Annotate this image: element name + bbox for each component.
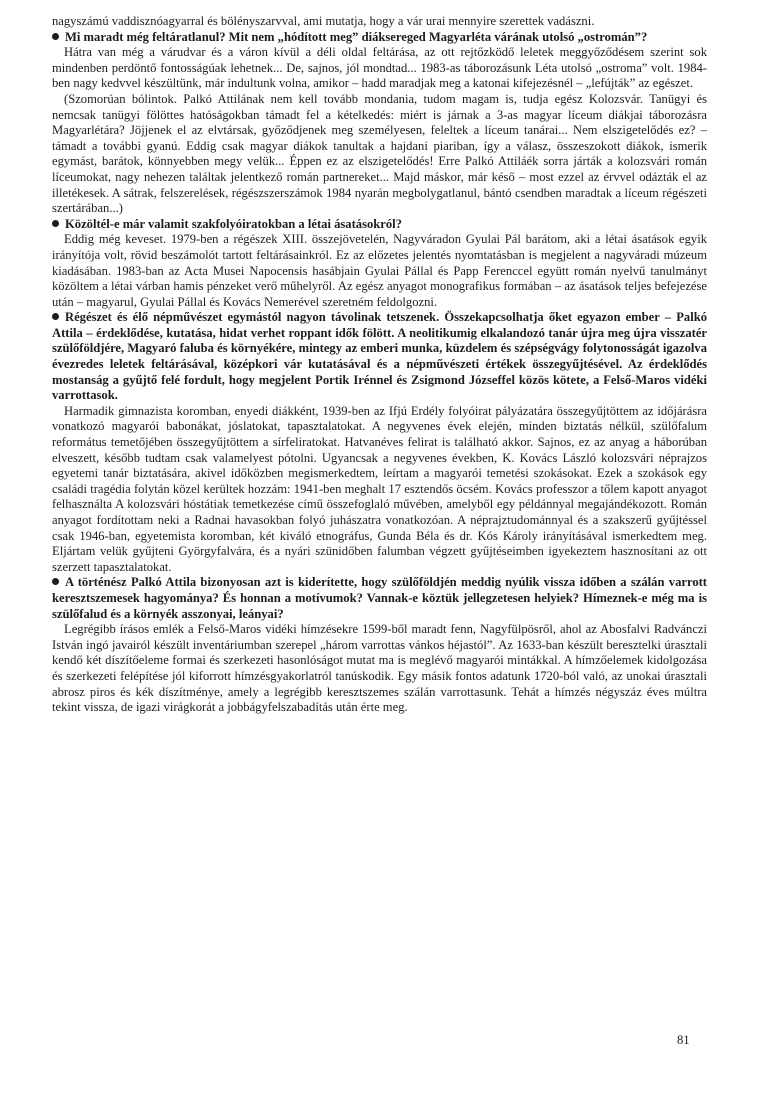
bullet-icon bbox=[52, 313, 59, 320]
page-number: 81 bbox=[677, 1033, 690, 1047]
answer-paragraph: (Szomorúan bólintok. Palkó Attilának nem kell tovább mondania, tudom magam is, tudja egész Kolozsvár. Tanügyi és nemcsak tanügyi fölöttes hatóságokban támadt fel a kételkedés: miért is járnak a 3-as magyar líceum diákjai táborozásra Magyarlétára? Jöjjenek el az elvtársak, győződjenek meg személyesen, feleltek a líceum tanárai... Nem elszigetelődés ez? – támadt a további gyanú. Eddig csak magyar diákok tanultak a hajdani piariban, így a válasz, összeszokott diákok, ismerik egymást, barátok, könnyebben megy velük... Éppen ez az elszigetelődés! Erre Palkó Attiláék sorra járták a kolozsvári román líceumokat, nagy nehezen találtak jelentkező román partnereket... Majd máskor, már késő – most ezzel az érvvel odázták el az illetékesek. A sátrak, felszerelések, régészszerszámok 1984 nyarán megbolygatlanul, bántó csendben maradtak a líceum régészeti szertárában...) bbox=[52, 91, 707, 216]
answer-paragraph: Eddig még keveset. 1979-ben a régészek XIII. összejövetelén, Nagyváradon Gyulai Pál barátom, aki a létai ásatások egyik irányítója volt, rövid beszámolót tartott feltárásainkról. Ez az előzetes jelentés nyomtatásban is megjelent a nagyváradi múzeum kiadásában. 1983-ban az Acta Musei Napocensis hasábjain Gyulai Pállal és Papp Ferenccel együtt román nyelvű tanulmányt közöltem a létai várban hamis pénzeket verő műhelyről. Az egész anyagot monografikus formában – az ásatások teljes befejezése után – magyarul, Gyulai Pállal és Kovács Nemerével szeretném feldolgozni. bbox=[52, 232, 707, 309]
bullet-icon bbox=[52, 578, 59, 585]
interview-question bbox=[52, 217, 707, 233]
bullet-icon bbox=[52, 33, 59, 40]
question-text: Közöltél-e már valamit szakfolyóiratokban a létai ásatásokról? bbox=[65, 216, 402, 231]
question-text: Régészet és élő népművészet egymástól nagyon távolinak tetszenek. Összekapcsolhatja őket egyazon ember – Palkó Attila – érdeklődése, kutatása, hidat verhet roppant idők fölött. A neolitikumig elkalandozó tanár újra meg újra visszatér szülőföldjére, Magyaró faluba és környékére, mintegy az emberi munka, küzdelem és szépségvágy folytonosságát igazolva évezredes leletek feltárásával, középkori vár kutatásával és a népművészeti értékek összegyűjtésével. Az érdeklődés mostanság a gyűjtő felé fordult, hogy megjelent Portik Irénnel és Zsigmond Józseffel közös kötete, a Felső-Maros vidéki varrottasok. bbox=[52, 310, 707, 403]
interview-question bbox=[52, 575, 707, 622]
question-text: Mi maradt még feltáratlanul? Mit nem „hódított meg” diáksereged Magyarléta várának utolsó „ostromán”? bbox=[65, 29, 648, 44]
answer-paragraph: Hátra van még a várudvar és a váron kívül a déli oldal feltárása, az ott rejtőzködő leletek meggyőződésem szerint sok mindenben perdöntő fontosságúak lehetnek... De, sajnos, jól mondtad... 1983-as táborozásunk Léta utolsó „ostroma” volt. 1984-ben nagy kedvvel készültünk, már indultunk volna, amikor – hadd maradjak meg a katonai kifejezésnél – „lefújták” az egészet. bbox=[52, 45, 707, 91]
interview-question bbox=[52, 30, 707, 46]
interview-question bbox=[52, 310, 707, 404]
answer-paragraph: nagyszámú vaddisznóagyarral és bölényszarvval, ami mutatja, hogy a vár urai mennyire szerettek vadászni. bbox=[52, 14, 595, 28]
question-text: A történész Palkó Attila bizonyosan azt is kiderítette, hogy szülőföldjén meddig nyúlik vissza időben a szálán varrott keresztszemesek hagyománya? És honnan a motívumok? Vannak-e köztük jellegzetesen helyiek? Hímeznek-e még ma is szülőfalud és a környék asszonyai, leányai? bbox=[52, 575, 707, 621]
page-body bbox=[52, 14, 707, 716]
answer-paragraph: Legrégibb írásos emlék a Felső-Maros vidéki hímzésekre 1599-ből maradt fenn, Nagyfülpösről, ahol az Abosfalvi Radvánczi István ingó javairól készült inventáriumban szerepel „három varrottas vánkos héjastól”. Az 1633-ban készült beresztelki úrasztali kendő két díszítőeleme formai és szerkezeti hasonlóságot mutat ma is meglévő magyarói mintákkal. A hímzőelemek kidolgozása és szerkezeti felépítése jól kiforrott hímzésgyakorlatról tanúskodik. Egy másik fontos adatunk 1720-ból való, az unokai úrasztali abrosz piros és kék díszítménye, amely a legrégibb keresztszemes szálán varrottasunk. Tehát a hímzés négyszáz éves múltra tekint vissza, de igazi virágkorát a jobbágyfelszabadítás után érte meg. bbox=[52, 622, 707, 715]
bullet-icon bbox=[52, 220, 59, 227]
answer-paragraph: Harmadik gimnazista koromban, enyedi diákként, 1939-ben az Ifjú Erdély folyóirat pályázatára összegyűjtöttem az időjárásra vonatkozó magyarói babonákat, jóslatokat, tapasztalatokat. A negyvenes évek elején, minden biztatás nélkül, szülőfalum református temetőjében összegyűjtöttem a sírfeliratokat. Hatvanéves felirat is található akkor. Sajnos, ez az anyag a háborúban elveszett, később tudtam csak valamelyest pótolni. Ugyancsak a negyvenes években, K. Kovács László kolozsvári néprajzos egyetemi tanár biztatására, akivel időközben megismerkedtem, leírtam a magyarói temetési szokásokat. Ezek a szokások egy családi tragédia folytán közel kerültek hozzám: 1941-ben meghalt 17 esztendős öcsém. Kovács professzor a tőlem kapott anyagot felhasználta A kolozsvári hóstátiak temetkezése című összefoglaló művében, amelyből egy példánnyal megajándékozott. Román anyagot fordítottam neki a Radnai havasokban folyó juhászatra vonatkozóan. A néprajztudománnyal és a szakszerű gyűjtéssel csak 1946-ban, egyetemista koromban, két kiváló etnográfus, Gunda Béla és dr. Kós Károly irányításával ismerkedtem meg. Eljártam velük gyűjteni Györgyfalvára, és a nyári szünidőben falumban végzett gyűjtéseimben igyekeztem hasznosítani az ott szerzett tapasztalatokat. bbox=[52, 403, 707, 574]
